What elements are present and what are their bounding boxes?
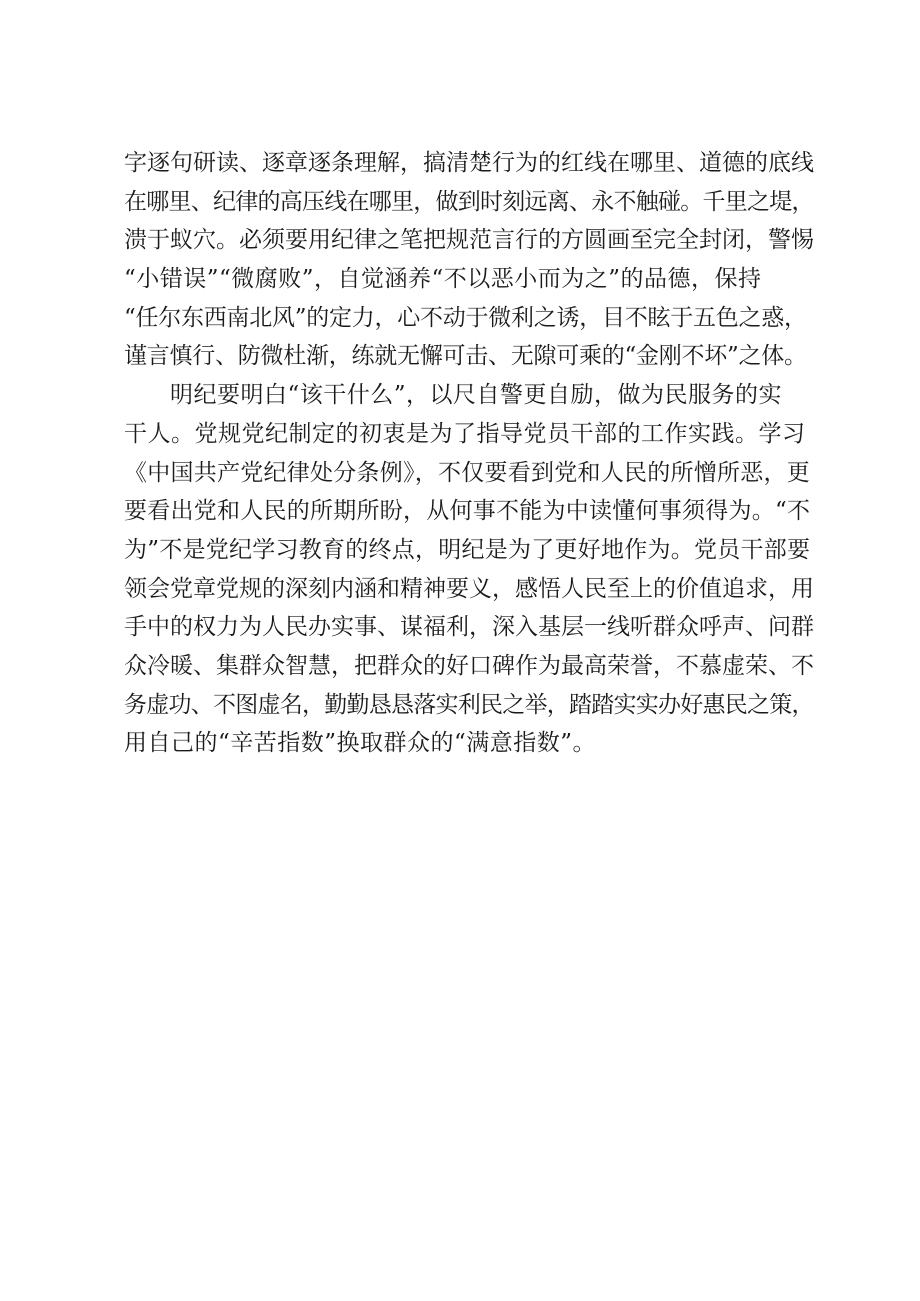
text-line: 字逐句研读、逐章逐条理解，搞清楚行为的红线在哪里、道德的底线 (124, 150, 814, 176)
text-line: 为”不是党纪学习教育的终点，明纪是为了更好地作为。党员干部要 (124, 536, 811, 563)
text-line: “小错误”“微腐败”，自觉涵养“不以恶小而为之”的品德，保持 (124, 266, 762, 293)
text-line: “任尔东西南北风”的定力，心不动于微利之诱，目不眩于五色之惑， (124, 304, 807, 331)
text-line: 手中的权力为人民办实事、谋福利，深入基层一线听群众呼声、问群 (124, 614, 814, 641)
paragraph-start-line: 明纪要明白“该干什么”，以尺自警更自励，做为民服务的实 (170, 382, 783, 409)
text-line: 在哪里、纪律的高压线在哪里，做到时刻远离、永不触碰。千里之堤， (124, 188, 814, 215)
text-line: 干人。党规党纪制定的初衷是为了指导党员干部的工作实践。学习 (124, 420, 806, 447)
text-line: 谨言慎行、防微杜渐，练就无懈可击、无隙可乘的“金刚不坏”之体。 (124, 343, 807, 370)
text-line: 众冷暖、集群众智慧，把群众的好口碑作为最高荣誉，不慕虚荣、不 (124, 652, 814, 679)
text-line: 《中国共产党纪律处分条例》，不仅要看到党和人民的所憎所恶，更 (124, 459, 810, 486)
text-line: 溃于蚁穴。必须要用纪律之笔把规范言行的方圆画至完全封闭，警惕 (124, 227, 814, 254)
body-text (124, 144, 814, 763)
text-line: 务虚功、不图虚名，勤勤恳恳落实利民之举，踏踏实实办好惠民之策， (124, 691, 814, 718)
text-line: 领会党章党规的深刻内涵和精神要义，感悟人民至上的价值追求，用 (124, 575, 814, 602)
text-line: 用自己的“辛苦指数”换取群众的“满意指数”。 (124, 730, 597, 757)
text-line: 要看出党和人民的所期所盼，从何事不能为中读懂何事须得为。“不 (124, 498, 811, 525)
